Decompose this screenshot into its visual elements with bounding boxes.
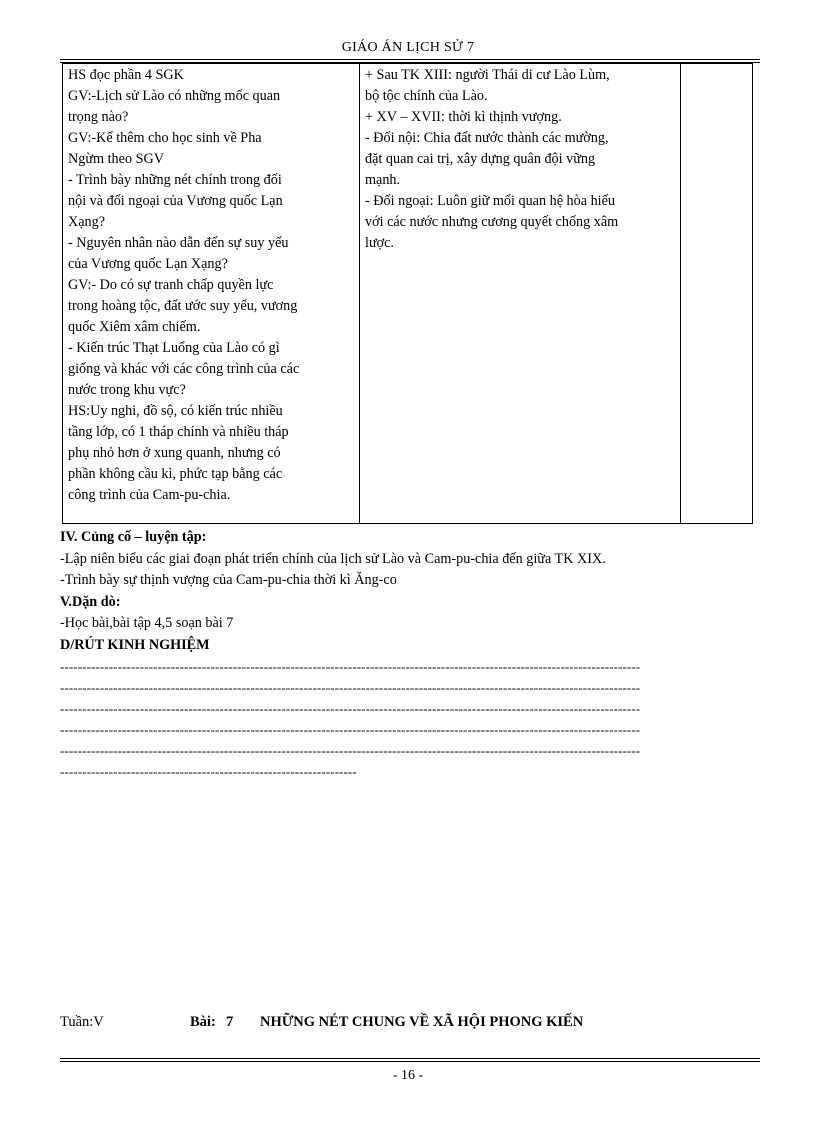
activity-line: phần không cầu kì, phức tạp bằng các <box>68 466 283 482</box>
consolidation-item-1: -Lập niên biểu các giai đoạn phát triển chính của lịch sử Lào và Cam-pu-chia đến giữa TK XIX. <box>60 551 606 567</box>
notes-dash-line: ----------------------------------------------------------------------------------------------------------------------------------- <box>60 680 641 695</box>
activity-line: nước trong khu vực? <box>68 382 186 398</box>
activity-line: - Trình bày những nét chính trong đối <box>68 172 282 188</box>
page-header-title: GIÁO ÁN LỊCH SỬ 7 <box>341 40 475 55</box>
activity-line: Ngừm theo SGV <box>68 151 164 167</box>
activity-line: giống và khác với các công trình của các <box>68 361 300 377</box>
activity-line: nội và đối ngoại của Vương quốc Lạn <box>68 193 283 209</box>
content-line: + Sau TK XIII: người Thái di cư Lào Lùm, <box>365 67 610 83</box>
activity-line: Xạng? <box>68 214 106 230</box>
activity-line: GV:-Lịch sử Lào có những mốc quan <box>68 88 281 104</box>
activity-line: GV:-Kể thêm cho học sinh về Pha <box>68 130 262 146</box>
content-line: với các nước nhưng cương quyết chống xâm <box>365 214 619 230</box>
footer-rule-thin <box>60 1058 760 1059</box>
content-line: lược. <box>365 235 394 251</box>
notes-dash-line: ----------------------------------------------------------------------------------------------------------------------------------- <box>60 701 641 716</box>
activity-line: quốc Xiêm xâm chiếm. <box>68 319 201 335</box>
section-experience-heading: D/RÚT KINH NGHIỆM <box>60 637 210 653</box>
content-line: bộ tộc chính của Lào. <box>365 88 488 104</box>
activity-line: của Vương quốc Lạn Xạng? <box>68 256 228 272</box>
content-line: - Đối nội: Chia đất nước thành các mường, <box>365 130 609 146</box>
consolidation-item-2: -Trình bày sự thịnh vượng của Cam-pu-chia thời kì Ăng-co <box>60 572 397 588</box>
lesson-table <box>62 63 753 524</box>
lesson-number: 7 <box>226 1014 234 1030</box>
homework-item-1: -Học bài,bài tập 4,5 soạn bài 7 <box>60 615 234 631</box>
content-line: mạnh. <box>365 172 401 188</box>
lesson-title: NHỮNG NÉT CHUNG VỀ XÃ HỘI PHONG KIẾN <box>260 1014 584 1030</box>
activity-line: tầng lớp, có 1 tháp chính và nhiều tháp <box>68 424 289 440</box>
activity-line: GV:- Do có sự tranh chấp quyền lực <box>68 277 274 293</box>
page-number: - 16 - <box>392 1068 424 1083</box>
table-row <box>63 64 753 524</box>
activity-line: trọng nào? <box>68 109 129 125</box>
notes-cell <box>681 64 753 524</box>
header-rule <box>60 59 760 60</box>
activity-line: - Kiến trúc Thạt Luổng của Lào có gì <box>68 340 280 356</box>
activity-line: trong hoàng tộc, đất ước suy yếu, vương <box>68 298 298 314</box>
section-homework-heading: V.Dặn dò: <box>60 594 121 610</box>
teacher-student-activities-cell <box>63 64 360 524</box>
lesson-content-cell <box>360 64 681 524</box>
activity-line: - Nguyên nhân nào dẫn đến sự suy yếu <box>68 235 289 251</box>
content-line: + XV – XVII: thời kì thịnh vượng. <box>365 109 562 125</box>
notes-dash-line: ----------------------------------------------------------------------------------------------------------------------------------- <box>60 659 641 674</box>
content-line: đặt quan cai trị, xây dựng quân đội vững <box>365 151 596 167</box>
week-label: Tuần:V <box>60 1014 104 1030</box>
footer-rule <box>60 1061 760 1062</box>
activity-line: phụ nhỏ hơn ở xung quanh, nhưng có <box>68 445 281 461</box>
notes-dash-line: ----------------------------------------------------------------------------------------------------------------------------------- <box>60 743 641 758</box>
activity-line: công trình của Cam-pu-chia. <box>68 487 231 503</box>
section-consolidation-heading: IV. Củng cố – luyện tập: <box>60 529 207 545</box>
notes-dash-line-short: ------------------------------------------------------------------- <box>60 764 357 779</box>
lesson-label: Bài: <box>190 1014 216 1030</box>
activity-line: HS:Uy nghi, đồ sộ, có kiến trúc nhiều <box>68 403 283 419</box>
notes-dash-line: ----------------------------------------------------------------------------------------------------------------------------------- <box>60 722 641 737</box>
content-line: - Đối ngoại: Luôn giữ mối quan hệ hòa hiếu <box>365 193 616 209</box>
activity-line: HS đọc phần 4 SGK <box>68 67 184 83</box>
